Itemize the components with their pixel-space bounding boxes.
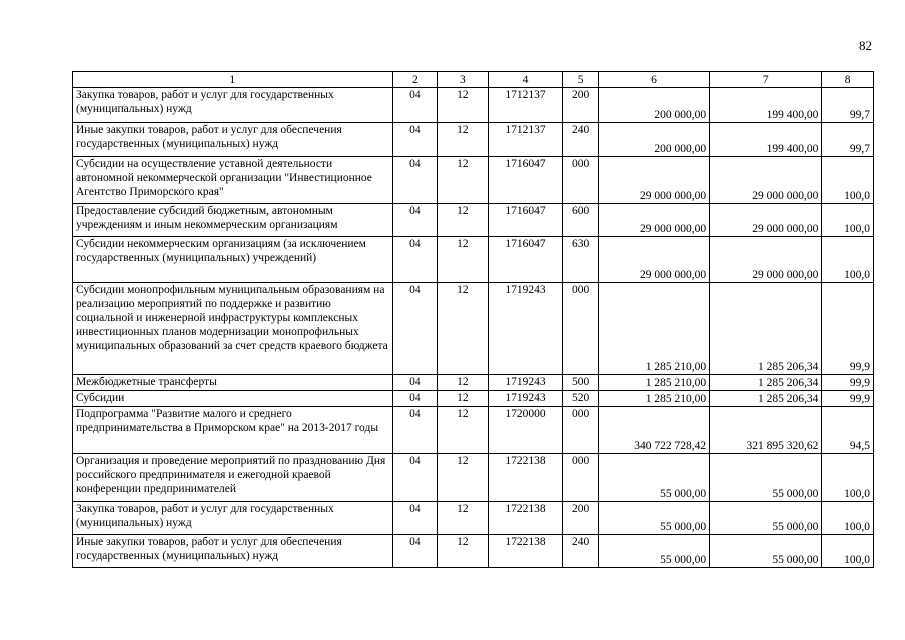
- target-article-code: 1719243: [488, 391, 563, 407]
- row-name: Закупка товаров, работ и услуг для государственных (муниципальных) нужд: [73, 502, 393, 535]
- table-row: [73, 283, 874, 375]
- target-article-code: 1722138: [488, 535, 563, 568]
- executed-amount: 199 400,00: [710, 123, 822, 157]
- executed-amount: 29 000 000,00: [710, 204, 822, 237]
- target-article-code: 1716047: [488, 157, 563, 204]
- row-name: Межбюджетные трансферты: [73, 375, 393, 391]
- row-name: Иные закупки товаров, работ и услуг для обеспечения государственных (муниципальных) нужд: [73, 123, 393, 157]
- subsection-code: 12: [438, 157, 489, 204]
- table-row: [73, 157, 874, 204]
- expense-type-code: 000: [563, 283, 598, 375]
- target-article-code: 1712137: [488, 123, 563, 157]
- execution-percent: 100,0: [822, 204, 874, 237]
- subsection-code: 12: [438, 502, 489, 535]
- planned-amount: 1 285 210,00: [598, 375, 709, 391]
- table-row: [73, 407, 874, 454]
- row-name: Субсидии на осуществление уставной деятельности автономной некоммерческой организации "Инвестиционное Агентство Приморского края": [73, 157, 393, 204]
- column-header: 1: [73, 72, 393, 88]
- expense-type-code: 200: [563, 88, 598, 123]
- planned-amount: 200 000,00: [598, 123, 709, 157]
- target-article-code: 1720000: [488, 407, 563, 454]
- subsection-code: 12: [438, 123, 489, 157]
- execution-percent: 100,0: [822, 237, 874, 283]
- executed-amount: 1 285 206,34: [710, 375, 822, 391]
- expense-type-code: 000: [563, 157, 598, 204]
- subsection-code: 12: [438, 88, 489, 123]
- budget-table: [72, 71, 874, 568]
- table-row: [73, 502, 874, 535]
- execution-percent: 99,9: [822, 391, 874, 407]
- table-row: [73, 88, 874, 123]
- executed-amount: 199 400,00: [710, 88, 822, 123]
- table-row: [73, 454, 874, 502]
- column-header: 2: [392, 72, 438, 88]
- table-row: [73, 237, 874, 283]
- planned-amount: 55 000,00: [598, 535, 709, 568]
- execution-percent: 99,7: [822, 88, 874, 123]
- header-row: [73, 72, 874, 88]
- expense-type-code: 240: [563, 123, 598, 157]
- table-row: [73, 535, 874, 568]
- section-code: 04: [392, 88, 438, 123]
- row-name: Предоставление субсидий бюджетным, автономным учреждениям и иным некоммерческим организациям: [73, 204, 393, 237]
- planned-amount: 1 285 210,00: [598, 391, 709, 407]
- target-article-code: 1712137: [488, 88, 563, 123]
- execution-percent: 100,0: [822, 454, 874, 502]
- section-code: 04: [392, 535, 438, 568]
- subsection-code: 12: [438, 283, 489, 375]
- subsection-code: 12: [438, 204, 489, 237]
- executed-amount: 1 285 206,34: [710, 391, 822, 407]
- table-row: [73, 391, 874, 407]
- planned-amount: 200 000,00: [598, 88, 709, 123]
- execution-percent: 99,7: [822, 123, 874, 157]
- planned-amount: 29 000 000,00: [598, 157, 709, 204]
- target-article-code: 1716047: [488, 237, 563, 283]
- executed-amount: 55 000,00: [710, 535, 822, 568]
- executed-amount: 55 000,00: [710, 454, 822, 502]
- section-code: 04: [392, 204, 438, 237]
- expense-type-code: 000: [563, 407, 598, 454]
- planned-amount: 55 000,00: [598, 454, 709, 502]
- subsection-code: 12: [438, 454, 489, 502]
- execution-percent: 100,0: [822, 157, 874, 204]
- row-name: Иные закупки товаров, работ и услуг для обеспечения государственных (муниципальных) нужд: [73, 535, 393, 568]
- column-header: 6: [598, 72, 709, 88]
- table-row: [73, 375, 874, 391]
- expense-type-code: 000: [563, 454, 598, 502]
- execution-percent: 99,9: [822, 283, 874, 375]
- expense-type-code: 500: [563, 375, 598, 391]
- section-code: 04: [392, 502, 438, 535]
- section-code: 04: [392, 237, 438, 283]
- section-code: 04: [392, 157, 438, 204]
- target-article-code: 1716047: [488, 204, 563, 237]
- expense-type-code: 240: [563, 535, 598, 568]
- section-code: 04: [392, 283, 438, 375]
- expense-type-code: 200: [563, 502, 598, 535]
- target-article-code: 1719243: [488, 283, 563, 375]
- planned-amount: 340 722 728,42: [598, 407, 709, 454]
- subsection-code: 12: [438, 535, 489, 568]
- table-row: [73, 204, 874, 237]
- planned-amount: 1 285 210,00: [598, 283, 709, 375]
- execution-percent: 94,5: [822, 407, 874, 454]
- section-code: 04: [392, 123, 438, 157]
- subsection-code: 12: [438, 237, 489, 283]
- row-name: Субсидии монопрофильным муниципальным образованиям на реализацию мероприятий по поддержке и развитию социальной и инженерной инфраструктуры комплексных инвестиционных планов модернизации монопрофильных муниципальных образований за счет средств краевого бюджета: [73, 283, 393, 375]
- target-article-code: 1719243: [488, 375, 563, 391]
- column-header: 8: [822, 72, 874, 88]
- page-number: 82: [859, 38, 872, 53]
- executed-amount: 29 000 000,00: [710, 237, 822, 283]
- column-header: 3: [438, 72, 489, 88]
- execution-percent: 100,0: [822, 502, 874, 535]
- column-header: 7: [710, 72, 822, 88]
- planned-amount: 29 000 000,00: [598, 204, 709, 237]
- row-name: Организация и проведение мероприятий по празднованию Дня российского предпринимателя и ежегодной краевой конференции предпринимателей: [73, 454, 393, 502]
- row-name: Подпрограмма "Развитие малого и среднего предпринимательства в Приморском крае" на 2013-2017 годы: [73, 407, 393, 454]
- execution-percent: 100,0: [822, 535, 874, 568]
- target-article-code: 1722138: [488, 454, 563, 502]
- expense-type-code: 630: [563, 237, 598, 283]
- row-name: Субсидии некоммерческим организациям (за исключением государственных (муниципальных) учреждений): [73, 237, 393, 283]
- expense-type-code: 520: [563, 391, 598, 407]
- table-row: [73, 123, 874, 157]
- row-name: Субсидии: [73, 391, 393, 407]
- section-code: 04: [392, 407, 438, 454]
- target-article-code: 1722138: [488, 502, 563, 535]
- planned-amount: 29 000 000,00: [598, 237, 709, 283]
- subsection-code: 12: [438, 407, 489, 454]
- column-header: 5: [563, 72, 598, 88]
- row-name: Закупка товаров, работ и услуг для государственных (муниципальных) нужд: [73, 88, 393, 123]
- subsection-code: 12: [438, 391, 489, 407]
- executed-amount: 1 285 206,34: [710, 283, 822, 375]
- executed-amount: 29 000 000,00: [710, 157, 822, 204]
- section-code: 04: [392, 391, 438, 407]
- section-code: 04: [392, 375, 438, 391]
- execution-percent: 99,9: [822, 375, 874, 391]
- column-header: 4: [488, 72, 563, 88]
- section-code: 04: [392, 454, 438, 502]
- planned-amount: 55 000,00: [598, 502, 709, 535]
- executed-amount: 55 000,00: [710, 502, 822, 535]
- subsection-code: 12: [438, 375, 489, 391]
- expense-type-code: 600: [563, 204, 598, 237]
- executed-amount: 321 895 320,62: [710, 407, 822, 454]
